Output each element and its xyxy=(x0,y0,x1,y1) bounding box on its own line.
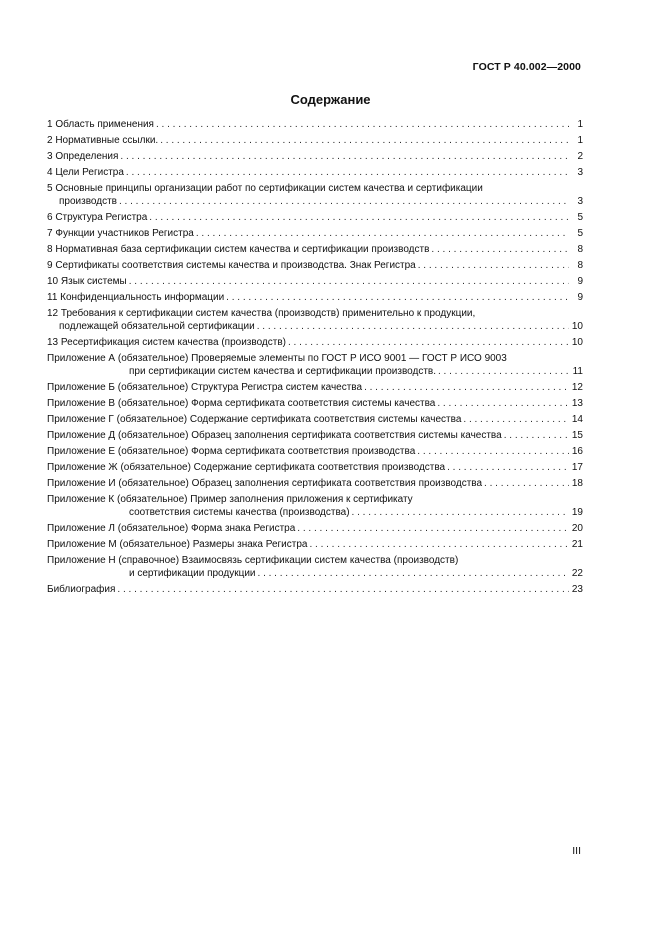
toc-entry-title: 5 Основные принципы организации работ по сертификации систем качества и сертификации xyxy=(47,183,483,194)
toc-entry-title: 1 Область применения xyxy=(47,119,154,130)
toc-entry[interactable] xyxy=(47,413,583,426)
toc-entry[interactable] xyxy=(47,336,583,349)
toc-page-number: 21 xyxy=(571,539,583,550)
toc-entry-title: и сертификации продукции xyxy=(129,568,256,579)
toc-page-number: 5 xyxy=(577,212,583,223)
dot-leader xyxy=(447,461,569,474)
toc-page-number: 12 xyxy=(571,382,583,393)
toc-entry-title: производств xyxy=(59,196,117,207)
toc-entry-title: 3 Определения xyxy=(47,151,119,162)
dot-leader xyxy=(196,227,569,240)
toc-entry-title: Приложение Ж (обязательное) Содержание сертификата соответствия производства xyxy=(47,462,446,473)
toc-entry[interactable] xyxy=(47,583,583,596)
toc-page-number: 3 xyxy=(577,167,583,178)
toc-entry-title: 8 Нормативная база сертификации систем качества и сертификации производств xyxy=(47,244,430,255)
page-number: III xyxy=(572,845,581,857)
toc-entry-title: Приложение Д (обязательное) Образец заполнения сертификата соответствия системы качества xyxy=(47,430,502,441)
toc-page-number: 22 xyxy=(571,568,583,579)
toc-entry[interactable] xyxy=(47,445,583,458)
dot-leader xyxy=(156,118,569,131)
toc-page-number: 1 xyxy=(577,119,583,130)
toc-entry-title: соответствия системы качества (производства) xyxy=(129,507,350,518)
toc-page-number: 19 xyxy=(571,507,583,518)
toc-entry[interactable] xyxy=(47,134,583,147)
dot-leader xyxy=(288,336,569,349)
toc-entry[interactable] xyxy=(47,243,583,256)
dot-leader xyxy=(119,195,569,208)
toc-entry-title: Приложение М (обязательное) Размеры знака Регистра xyxy=(47,539,308,550)
dot-leader xyxy=(438,365,569,378)
toc-entry[interactable] xyxy=(47,150,583,163)
toc-entry[interactable] xyxy=(47,397,583,410)
dot-leader xyxy=(149,211,569,224)
toc-page-number: 16 xyxy=(571,446,583,457)
toc-page-number: 11 xyxy=(572,366,583,377)
toc-entry[interactable] xyxy=(47,275,583,288)
toc-entry[interactable] xyxy=(47,352,583,378)
toc-entry-title: Приложение Е (обязательное) Форма сертификата соответствия производства xyxy=(47,446,416,457)
toc-page-number: 10 xyxy=(571,337,583,348)
toc-page-number: 15 xyxy=(571,430,583,441)
dot-leader xyxy=(297,522,569,535)
toc-entry-title: 12 Требования к сертификации систем качества (производств) применительно к продукции, xyxy=(47,308,476,319)
toc-entry-title: Приложение К (обязательное) Пример заполнения приложения к сертификату xyxy=(47,494,413,505)
toc-entry-title: Приложение Л (обязательное) Форма знака Регистра xyxy=(47,523,296,534)
toc-entry[interactable] xyxy=(47,477,583,490)
toc-entry-title: Библиография xyxy=(47,584,116,595)
toc-entry[interactable] xyxy=(47,381,583,394)
toc-page-number: 3 xyxy=(577,196,583,207)
dot-leader xyxy=(431,243,569,256)
toc-page-number: 8 xyxy=(577,244,583,255)
dot-leader xyxy=(309,538,569,551)
toc-entry[interactable] xyxy=(47,493,583,519)
toc-page-number: 20 xyxy=(571,523,583,534)
document-code: ГОСТ Р 40.002—2000 xyxy=(472,61,581,73)
dot-leader xyxy=(117,583,569,596)
toc-entry[interactable] xyxy=(47,166,583,179)
toc-entry[interactable] xyxy=(47,227,583,240)
dot-leader xyxy=(484,477,569,490)
toc-page-number: 9 xyxy=(577,292,583,303)
toc-entry[interactable] xyxy=(47,307,583,333)
dot-leader xyxy=(120,150,569,163)
toc-entry-title: 7 Функции участников Регистра xyxy=(47,228,194,239)
toc-page-number: 23 xyxy=(571,584,583,595)
dot-leader xyxy=(226,291,569,304)
toc-page-number: 2 xyxy=(577,151,583,162)
toc-entry-title: 4 Цели Регистра xyxy=(47,167,124,178)
dot-leader xyxy=(504,429,569,442)
toc-entry-title: подлежащей обязательной сертификации xyxy=(59,321,255,332)
toc-page-number: 8 xyxy=(577,260,583,271)
dot-leader xyxy=(463,413,569,426)
toc-entry[interactable] xyxy=(47,522,583,535)
toc-page-number: 9 xyxy=(577,276,583,287)
dot-leader xyxy=(126,166,569,179)
dot-leader xyxy=(352,506,569,519)
toc-entry[interactable] xyxy=(47,538,583,551)
toc-entry[interactable] xyxy=(47,554,583,580)
toc-page-number: 18 xyxy=(571,478,583,489)
toc-entry-title: Приложение И (обязательное) Образец заполнения сертификата соответствия производства xyxy=(47,478,483,489)
dot-leader xyxy=(364,381,569,394)
toc-entry-title: 10 Язык системы xyxy=(47,276,127,287)
toc-entry-title: 9 Сертификаты соответствия системы качества и производства. Знак Регистра xyxy=(47,260,416,271)
toc-entry-title: 11 Конфиденциальность информации xyxy=(47,292,225,303)
dot-leader xyxy=(417,445,569,458)
toc-entry[interactable] xyxy=(47,118,583,131)
toc-entry[interactable] xyxy=(47,182,583,208)
toc-entry-title: 6 Структура Регистра xyxy=(47,212,148,223)
table-of-contents xyxy=(47,118,583,599)
toc-entry[interactable] xyxy=(47,211,583,224)
toc-page-number: 10 xyxy=(571,321,583,332)
toc-entry-title: Приложение Б (обязательное) Структура Регистра систем качества xyxy=(47,382,363,393)
toc-page-number: 14 xyxy=(571,414,583,425)
toc-entry-title: Приложение В (обязательное) Форма сертификата соответствия системы качества xyxy=(47,398,436,409)
toc-entry[interactable] xyxy=(47,259,583,272)
toc-entry-title: Приложение А (обязательное) Проверяемые элементы по ГОСТ Р ИСО 9001 — ГОСТ Р ИСО 9003 xyxy=(47,353,507,364)
page-title: Содержание xyxy=(290,92,371,107)
toc-entry-title: Приложение Г (обязательное) Содержание сертификата соответствия системы качества xyxy=(47,414,462,425)
dot-leader xyxy=(160,134,569,147)
toc-page-number: 5 xyxy=(577,228,583,239)
toc-page-number: 17 xyxy=(571,462,583,473)
toc-page-number: 1 xyxy=(577,135,583,146)
toc-entry-title: 2 Нормативные ссылки. xyxy=(47,135,159,146)
toc-entry[interactable] xyxy=(47,291,583,304)
toc-entry-title: Приложение Н (справочное) Взаимосвязь сертификации систем качества (производств) xyxy=(47,555,459,566)
dot-leader xyxy=(418,259,569,272)
toc-entry-title: при сертификации систем качества и сертификации производств. xyxy=(129,366,436,377)
dot-leader xyxy=(258,567,569,580)
toc-entry[interactable] xyxy=(47,461,583,474)
dot-leader xyxy=(257,320,569,333)
toc-page-number: 13 xyxy=(571,398,583,409)
toc-entry[interactable] xyxy=(47,429,583,442)
toc-entry-title: 13 Ресертификация систем качества (производств) xyxy=(47,337,286,348)
dot-leader xyxy=(437,397,569,410)
dot-leader xyxy=(129,275,569,288)
